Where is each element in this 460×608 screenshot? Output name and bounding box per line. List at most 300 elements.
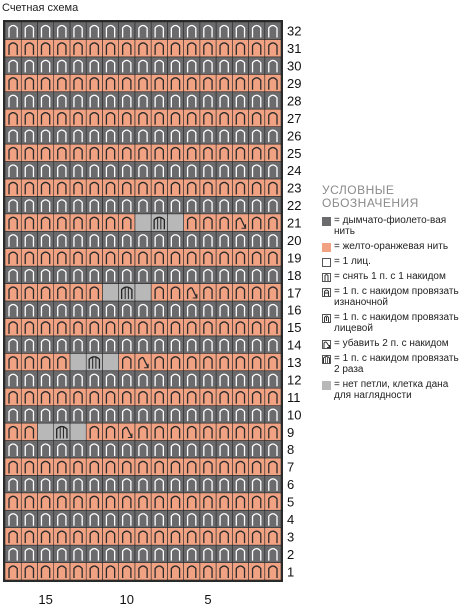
chart-cell: [119, 510, 135, 527]
chart-cell: [21, 196, 37, 213]
chart-cell: [265, 563, 281, 580]
chart-cell: [70, 22, 86, 39]
chart-cell: [265, 510, 281, 527]
chart-cell: [135, 441, 151, 458]
chart-cell: [216, 22, 232, 39]
chart-cell: [5, 493, 21, 510]
chart-cell: [151, 266, 167, 283]
chart-cell: [5, 458, 21, 475]
chart-cell: [216, 563, 232, 580]
chart-cell: [5, 57, 21, 74]
legend-text: = 1 п. с накидом провязать лицевой: [334, 312, 459, 334]
chart-cell: [21, 109, 37, 126]
chart-cell: [119, 179, 135, 196]
chart-cell: [102, 284, 118, 301]
chart-cell: [37, 423, 53, 440]
row-number: 5: [287, 494, 295, 510]
chart-cell: [184, 510, 200, 527]
chart-cell: [216, 406, 232, 423]
chart-cell: [70, 266, 86, 283]
chart-cell: [232, 528, 248, 545]
chart-cell: [86, 39, 102, 56]
chart-cell: [102, 249, 118, 266]
gray-swatch-icon: [322, 217, 331, 226]
chart-cell: [54, 388, 70, 405]
chart-cell: [70, 336, 86, 353]
chart-cell: [249, 74, 265, 91]
chart-cell: [184, 266, 200, 283]
chart-cell: [216, 336, 232, 353]
chart-cell: [265, 179, 281, 196]
chart-cell: [216, 196, 232, 213]
chart-cell: [151, 353, 167, 370]
chart-cell: [119, 406, 135, 423]
chart-cell: [37, 74, 53, 91]
chart-cell: [54, 144, 70, 161]
chart-cell: [151, 92, 167, 109]
chart-cell: [232, 249, 248, 266]
chart-cell: [151, 196, 167, 213]
chart-cell: [37, 284, 53, 301]
chart-cell: [70, 406, 86, 423]
chart-cell: [102, 57, 118, 74]
chart-cell: [119, 388, 135, 405]
chart-cell: [216, 74, 232, 91]
chart-cell: [135, 388, 151, 405]
chart-cell: [37, 371, 53, 388]
chart-cell: [119, 249, 135, 266]
chart-cell: [102, 109, 118, 126]
chart-cell: [184, 493, 200, 510]
chart-cell: [200, 249, 216, 266]
chart-cell: [265, 371, 281, 388]
chart-cell: [86, 22, 102, 39]
chart-cell: [135, 109, 151, 126]
chart-cell: [119, 475, 135, 492]
chart-cell: [265, 74, 281, 91]
legend-item-gray: [322, 215, 460, 237]
chart-cell: [167, 336, 183, 353]
chart-cell: [119, 563, 135, 580]
chart-cell: [70, 214, 86, 231]
chart-cell: [5, 336, 21, 353]
chart-cell: [102, 74, 118, 91]
chart-cell: [151, 179, 167, 196]
chart-cell: [86, 441, 102, 458]
chart-cell: [37, 162, 53, 179]
chart-cell: [216, 284, 232, 301]
chart-cell: [151, 284, 167, 301]
chart-cell: [21, 510, 37, 527]
chart-cell: [102, 318, 118, 335]
chart-cell: [167, 284, 183, 301]
chart-cell: [102, 563, 118, 580]
row-number: 6: [287, 477, 295, 493]
chart-cell: [37, 214, 53, 231]
chart-cell: [216, 92, 232, 109]
chart-cell: [249, 249, 265, 266]
chart-cell: [232, 231, 248, 248]
chart-cell: [86, 510, 102, 527]
chart-cell: [249, 144, 265, 161]
chart-cell: [249, 196, 265, 213]
chart-cell: [54, 22, 70, 39]
chart-cell: [167, 231, 183, 248]
legend-item-purl-together: [322, 286, 460, 308]
chart-cell: [102, 388, 118, 405]
chart-cell: [54, 475, 70, 492]
chart-cell: [135, 249, 151, 266]
chart-cell: [216, 39, 232, 56]
chart-cell: [70, 353, 86, 370]
row-number: 25: [287, 145, 302, 161]
chart-cell: [265, 545, 281, 562]
chart-cell: [232, 423, 248, 440]
chart-cell: [102, 371, 118, 388]
legend-text: = убавить 2 п. с накидом: [334, 338, 449, 349]
chart-cell: [102, 92, 118, 109]
chart-cell: [151, 475, 167, 492]
row-number: 17: [287, 285, 302, 301]
chart-cell: [86, 127, 102, 144]
chart-cell: [86, 371, 102, 388]
chart-cell: [70, 57, 86, 74]
chart-cell: [265, 144, 281, 161]
chart-cell: [37, 196, 53, 213]
chart-cell: [70, 475, 86, 492]
chart-cell: [184, 423, 200, 440]
chart-cell: [167, 39, 183, 56]
chart-cell: [200, 231, 216, 248]
chart-cell: [54, 92, 70, 109]
chart-cell: [249, 475, 265, 492]
chart-cell: [86, 144, 102, 161]
chart-cell: [232, 57, 248, 74]
chart-cell: [135, 371, 151, 388]
chart-cell: [86, 423, 102, 440]
row-number: 16: [287, 302, 302, 318]
chart-cell: [151, 371, 167, 388]
chart-cell: [184, 563, 200, 580]
chart-cell: [119, 162, 135, 179]
legend-text: = снять 1 п. с 1 накидом: [334, 271, 446, 282]
chart-cell: [119, 301, 135, 318]
legend-item-knit-together: [322, 312, 460, 334]
chart-cell: [119, 214, 135, 231]
chart-cell: [167, 441, 183, 458]
legend-item-noloop: [322, 379, 460, 401]
chart-cell: [232, 127, 248, 144]
legend-text: = 1 п. с накидом провязать изнаночной: [334, 286, 459, 308]
chart-cell: [200, 127, 216, 144]
chart-cell: [54, 196, 70, 213]
chart-cell: [216, 458, 232, 475]
chart-cell: [119, 196, 135, 213]
chart-cell: [216, 301, 232, 318]
chart-cell: [216, 127, 232, 144]
chart-cell: [5, 22, 21, 39]
chart-cell: [249, 510, 265, 527]
chart-cell: [151, 144, 167, 161]
chart-cell: [86, 528, 102, 545]
column-label: 15: [38, 592, 53, 607]
chart-cell: [216, 528, 232, 545]
chart-cell: [249, 266, 265, 283]
legend-text: = нет петли, клетка дана для наглядности: [334, 379, 449, 401]
chart-cell: [265, 528, 281, 545]
chart-cell: [232, 266, 248, 283]
chart-cell: [54, 127, 70, 144]
legend: [322, 184, 460, 405]
row-number: 8: [287, 442, 295, 458]
chart-cell: [135, 563, 151, 580]
chart-cell: [135, 92, 151, 109]
chart-cell: [37, 563, 53, 580]
chart-cell: [232, 406, 248, 423]
row-number: 26: [287, 128, 302, 144]
chart-cell: [151, 162, 167, 179]
legend-text: = желто-оранжевая нить: [334, 241, 449, 252]
chart-cell: [265, 22, 281, 39]
chart-cell: [86, 318, 102, 335]
chart-cell: [70, 563, 86, 580]
chart-cell: [21, 406, 37, 423]
chart-cell: [249, 336, 265, 353]
chart-cell: [102, 493, 118, 510]
chart-cell: [5, 284, 21, 301]
row-number: 20: [287, 232, 302, 248]
chart-cell: [86, 92, 102, 109]
chart-cell: [265, 162, 281, 179]
chart-cell: [54, 301, 70, 318]
chart-cell: [5, 109, 21, 126]
chart-cell: [184, 144, 200, 161]
chart-cell: [151, 441, 167, 458]
chart-cell: [102, 475, 118, 492]
chart-cell: [70, 388, 86, 405]
chart-cell: [86, 162, 102, 179]
chart-cell: [54, 39, 70, 56]
chart-cell: [54, 109, 70, 126]
chart-cell: [249, 284, 265, 301]
chart-cell: [184, 127, 200, 144]
chart-cell: [86, 57, 102, 74]
chart-cell: [70, 545, 86, 562]
chart-cell: [86, 336, 102, 353]
row-number: 31: [287, 41, 302, 57]
chart-cell: [5, 353, 21, 370]
chart-cell: [135, 57, 151, 74]
chart-cell: [184, 353, 200, 370]
chart-cell: [54, 406, 70, 423]
chart-cell: [200, 109, 216, 126]
chart-cell: [167, 371, 183, 388]
chart-cell: [232, 493, 248, 510]
chart-cell: [167, 423, 183, 440]
chart-cell: [167, 318, 183, 335]
chart-cell: [119, 231, 135, 248]
chart-cell: [37, 301, 53, 318]
chart-cell: [151, 57, 167, 74]
chart-cell: [200, 563, 216, 580]
chart-cell: [184, 406, 200, 423]
chart-cell: [135, 301, 151, 318]
chart-cell: [21, 371, 37, 388]
chart-cell: [37, 39, 53, 56]
chart-cell: [216, 475, 232, 492]
chart-cell: [184, 92, 200, 109]
chart-cell: [54, 493, 70, 510]
chart-cell: [135, 423, 151, 440]
chart-cell: [119, 266, 135, 283]
chart-cell: [21, 231, 37, 248]
chart-cell: [232, 545, 248, 562]
row-number: 18: [287, 267, 302, 283]
chart-cell: [37, 144, 53, 161]
chart-cell: [232, 22, 248, 39]
chart-cell: [184, 162, 200, 179]
legend-text: = дымчато-фиолето-вая нить: [334, 215, 447, 237]
chart-cell: [151, 74, 167, 91]
row-number: 9: [287, 424, 295, 440]
chart-cell: [200, 493, 216, 510]
chart-cell: [135, 144, 151, 161]
chart-cell: [167, 388, 183, 405]
chart-cell: [249, 353, 265, 370]
chart-cell: [151, 406, 167, 423]
chart-cell: [119, 74, 135, 91]
chart-cell: [232, 388, 248, 405]
chart-cell: [184, 196, 200, 213]
chart-cell: [86, 406, 102, 423]
chart-cell: [151, 528, 167, 545]
chart-cell: [86, 249, 102, 266]
chart-cell: [70, 301, 86, 318]
chart-cell: [216, 214, 232, 231]
chart-cell: [70, 127, 86, 144]
legend-title-line2: ОБОЗНАЧЕНИЯ: [322, 196, 419, 210]
chart-cell: [265, 284, 281, 301]
chart-cell: [200, 475, 216, 492]
chart-cell: [5, 249, 21, 266]
chart-cell: [135, 406, 151, 423]
chart-cell: [21, 528, 37, 545]
chart-cell: [37, 109, 53, 126]
chart-cell: [200, 284, 216, 301]
chart-cell: [5, 301, 21, 318]
chart-cell: [216, 162, 232, 179]
chart-cell: [216, 318, 232, 335]
chart-cell: [200, 406, 216, 423]
chart-cell: [200, 214, 216, 231]
column-label: 5: [204, 592, 212, 607]
chart-cell: [265, 39, 281, 56]
chart-cell: [184, 39, 200, 56]
chart-cell: [200, 336, 216, 353]
chart-cell: [249, 458, 265, 475]
purl-together-icon: [322, 288, 331, 297]
chart-cell: [135, 231, 151, 248]
chart-cell: [21, 22, 37, 39]
chart-cell: [249, 162, 265, 179]
row-number: 11: [287, 389, 301, 405]
chart-cell: [249, 22, 265, 39]
chart-cell: [86, 196, 102, 213]
chart-cell: [135, 318, 151, 335]
chart-cell: [37, 22, 53, 39]
chart-cell: [265, 214, 281, 231]
chart-cell: [184, 545, 200, 562]
chart-cell: [184, 528, 200, 545]
chart-cell: [184, 441, 200, 458]
chart-cell: [184, 458, 200, 475]
chart-title: Счетная схема: [2, 2, 79, 14]
chart-cell: [167, 545, 183, 562]
chart-cell: [21, 127, 37, 144]
row-number: 28: [287, 93, 302, 109]
chart-cell: [135, 284, 151, 301]
noloop-swatch-icon: [322, 381, 331, 390]
chart-cell: [70, 162, 86, 179]
chart-cell: [102, 179, 118, 196]
chart-cell: [249, 301, 265, 318]
chart-cell: [54, 441, 70, 458]
chart-cell: [70, 458, 86, 475]
chart-cell: [167, 57, 183, 74]
chart-cell: [5, 423, 21, 440]
chart-cell: [119, 423, 135, 440]
chart-cell: [151, 423, 167, 440]
chart-cell: [54, 336, 70, 353]
chart-cell: [151, 22, 167, 39]
row-number: 21: [287, 215, 302, 231]
chart-cell: [135, 545, 151, 562]
chart-cell: [151, 231, 167, 248]
chart-cell: [216, 231, 232, 248]
chart-cell: [102, 196, 118, 213]
chart-cell: [135, 475, 151, 492]
chart-cell: [70, 284, 86, 301]
row-number: 12: [287, 372, 302, 388]
chart-cell: [184, 301, 200, 318]
chart-cell: [216, 388, 232, 405]
chart-cell: [5, 196, 21, 213]
chart-cell: [5, 545, 21, 562]
chart-cell: [37, 127, 53, 144]
row-number: 30: [287, 58, 302, 74]
chart-cell: [216, 179, 232, 196]
chart-cell: [70, 423, 86, 440]
chart-cell: [232, 458, 248, 475]
chart-cell: [70, 231, 86, 248]
chart-cell: [135, 179, 151, 196]
chart-cell: [102, 127, 118, 144]
chart-cell: [70, 510, 86, 527]
chart-cell: [119, 371, 135, 388]
double-yarn-icon: [322, 355, 331, 364]
chart-cell: [232, 144, 248, 161]
chart-cell: [70, 528, 86, 545]
chart-cell: [265, 493, 281, 510]
chart-cell: [21, 144, 37, 161]
chart-cell: [200, 458, 216, 475]
chart-cell: [5, 318, 21, 335]
chart-cell: [265, 441, 281, 458]
chart-cell: [21, 423, 37, 440]
chart-cell: [232, 196, 248, 213]
chart-cell: [86, 475, 102, 492]
chart-cell: [167, 249, 183, 266]
